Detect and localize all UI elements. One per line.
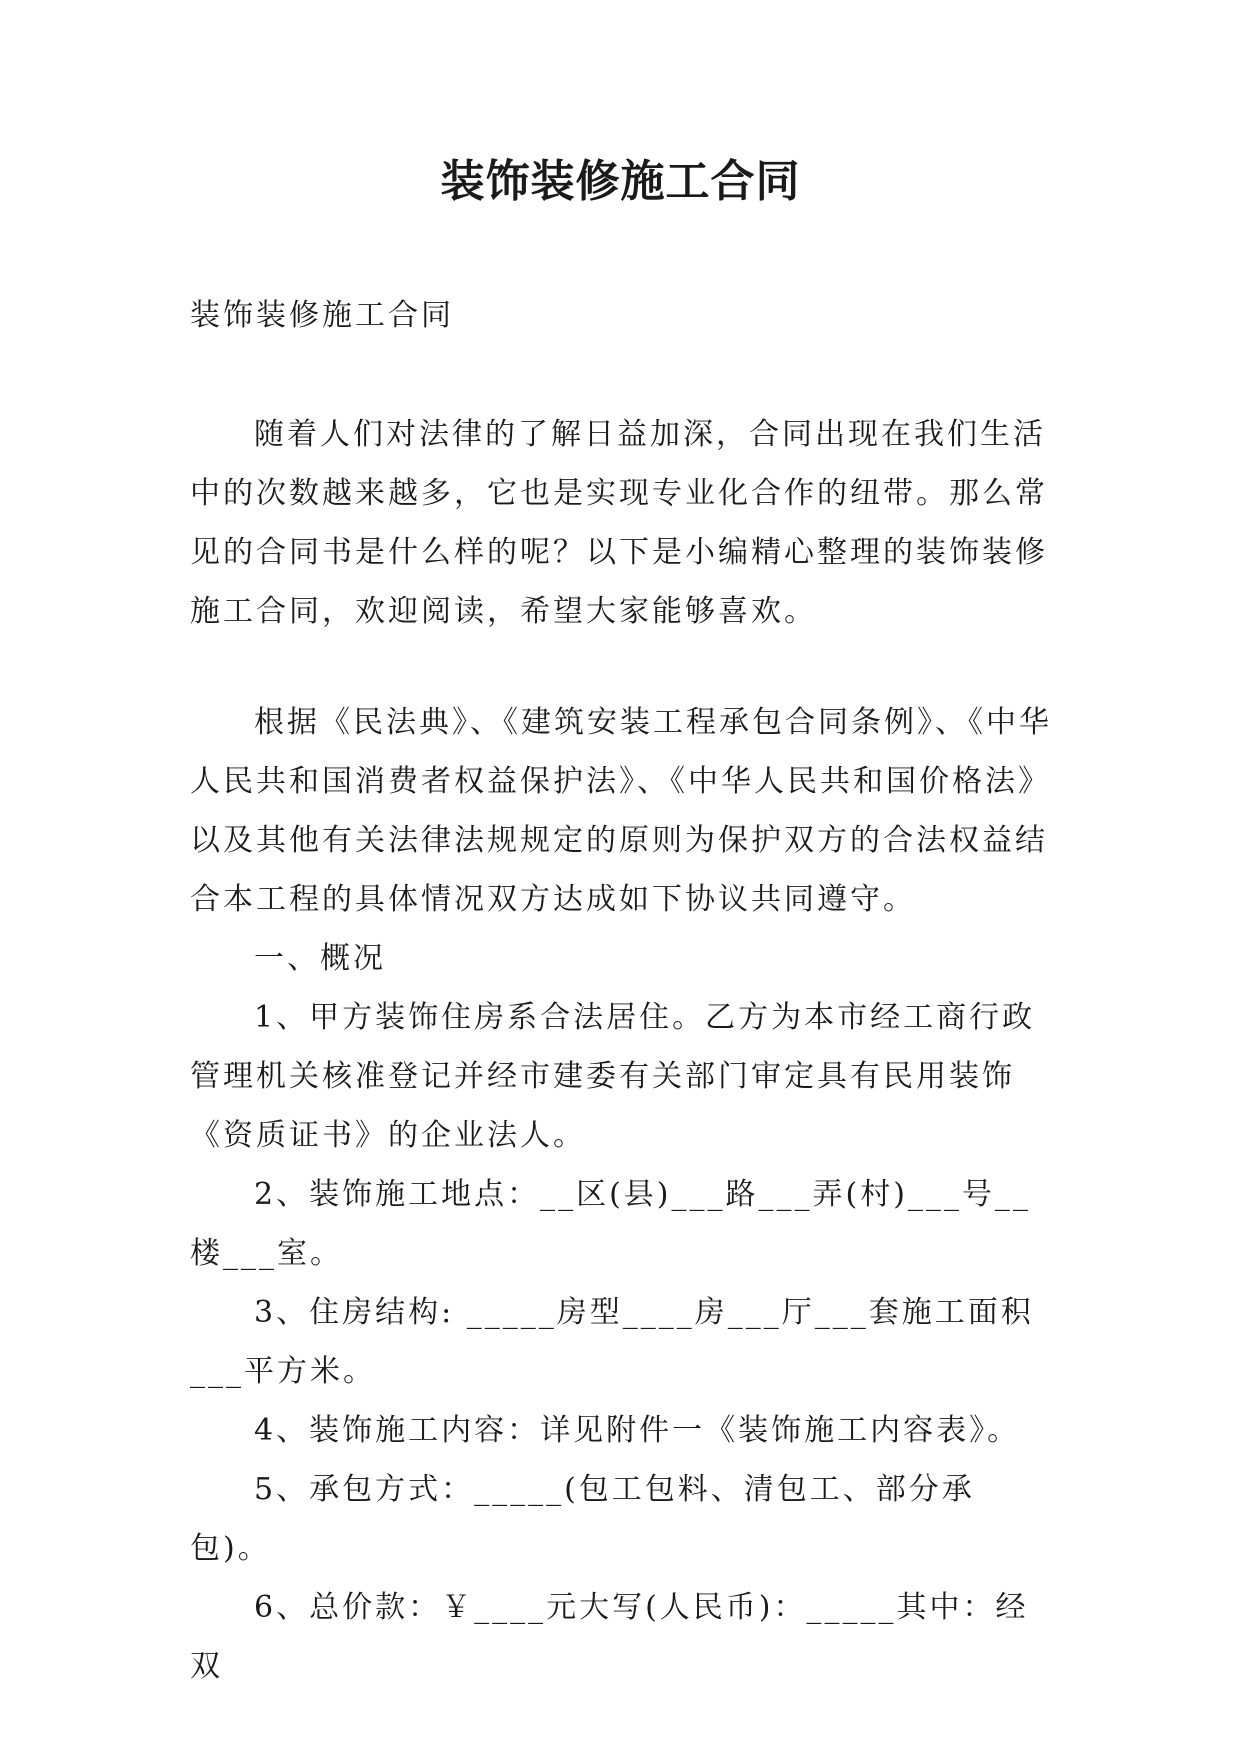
section-heading-overview: 一、概况 bbox=[254, 941, 386, 976]
clause-list bbox=[190, 929, 1052, 1696]
clause-item: 5、承包方式：_____(包工包料、清包工、部分承包)。 bbox=[190, 1472, 975, 1566]
clause-item: 3、住房结构: _____房型____房___厅___套施工面积___平方米。 bbox=[190, 1295, 1034, 1389]
clause-item: 4、装饰施工内容：详见附件一《装饰施工内容表》。 bbox=[254, 1413, 1021, 1448]
document-subtitle: 装饰装修施工合同 bbox=[190, 298, 454, 333]
clause-item: 6、总价款：￥____元大写(人民币)：_____其中：经双 bbox=[190, 1590, 1029, 1684]
intro-paragraph: 随着人们对法律的了解日益加深，合同出现在我们生活中的次数越来越多，它也是实现专业化合作的纽带。那么常见的合同书是什么样的呢？以下是小编精心整理的装饰装修施工合同，欢迎阅读，希望大家能够喜欢。 bbox=[190, 417, 1048, 629]
clause-item: 1、甲方装饰住房系合法居住。乙方为本市经工商行政管理机关核准登记并经市建委有关部门审定具有民用装饰《资质证书》的企业法人。 bbox=[190, 1000, 1036, 1153]
legal-basis-paragraph: 根据《民法典》、《建筑安装工程承包合同条例》、《中华人民共和国消费者权益保护法》、《中华人民共和国价格法》以及其他有关法律法规规定的原则为保护双方的合法权益结合本工程的具体情况双方达成如下协议共同遵守。 bbox=[190, 705, 1052, 917]
document-title: 装饰装修施工合同 bbox=[440, 156, 801, 207]
clause-item: 2、装饰施工地点：__区(县)___路___弄(村)___号__楼___室。 bbox=[190, 1177, 1031, 1271]
